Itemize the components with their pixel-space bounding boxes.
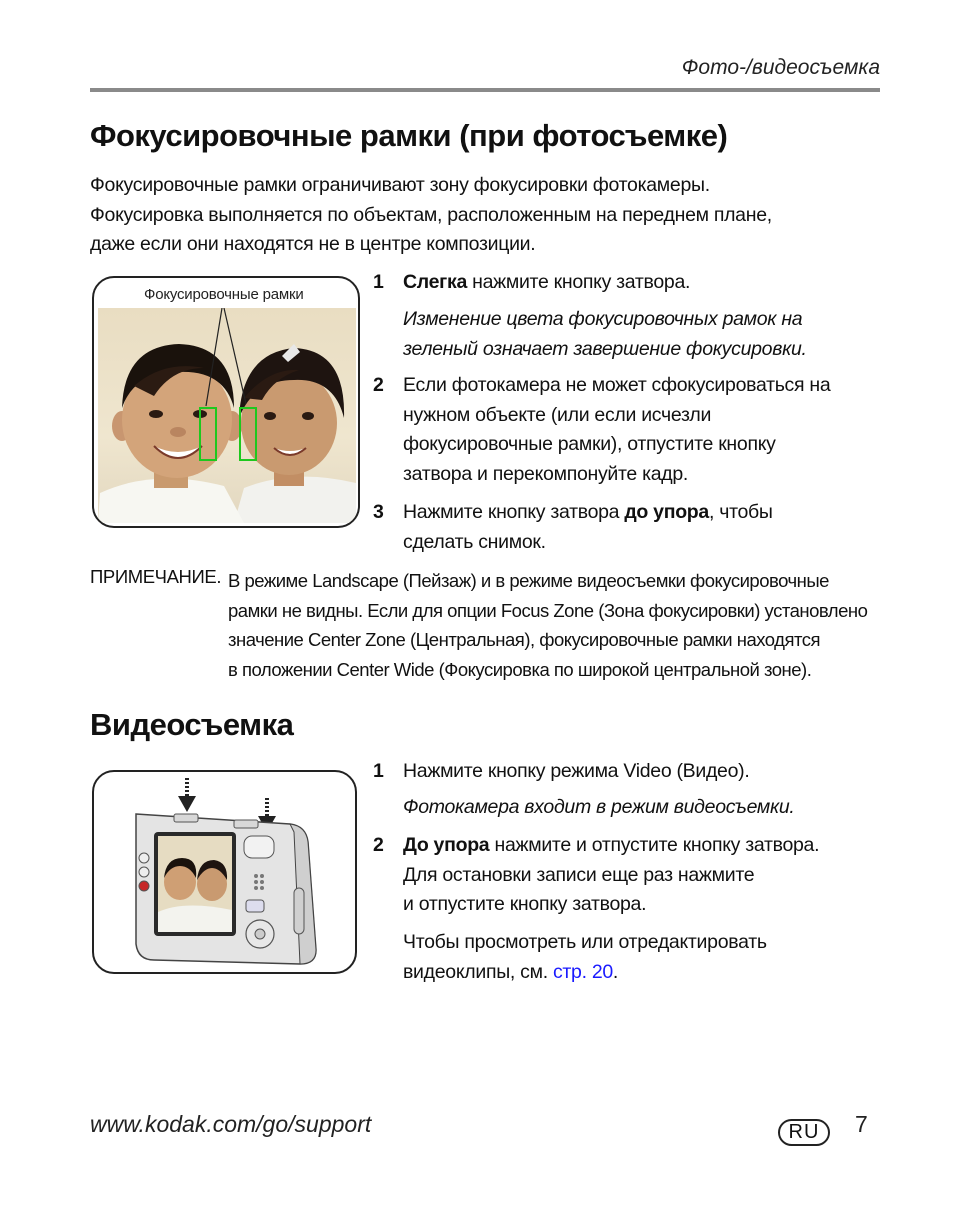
step-number: 3 bbox=[373, 501, 384, 523]
focus-intro bbox=[90, 171, 860, 260]
step-number: 1 bbox=[373, 271, 384, 293]
focus-step-2 bbox=[373, 371, 873, 489]
step-note-line: зеленый означает завершение фокусировки. bbox=[403, 337, 807, 360]
focus-step-3 bbox=[373, 498, 873, 557]
note-line: В режиме Landscape (Пейзаж) и в режиме видеосъемки фокусировочные bbox=[228, 570, 829, 591]
focus-step-1-note bbox=[403, 305, 873, 364]
step-text: нажмите и отпустите кнопку затвора. bbox=[489, 834, 820, 856]
step-text: , чтобы bbox=[708, 501, 773, 523]
step-emphasis: до упора bbox=[624, 501, 709, 523]
header-rule bbox=[90, 88, 880, 92]
step-emphasis: Слегка bbox=[403, 271, 467, 293]
footer-url: www.kodak.com/go/support bbox=[90, 1111, 372, 1137]
note-label: ПРИМЕЧАНИЕ. bbox=[90, 566, 222, 587]
step-text: . bbox=[612, 960, 619, 983]
step-line: затвора и перекомпонуйте кадр. bbox=[403, 462, 689, 485]
note-body bbox=[228, 566, 888, 684]
note-line: в положении Center Wide (Фокусировка по широкой центральной зоне). bbox=[228, 658, 812, 680]
video-title: Видеосъемка bbox=[90, 707, 294, 742]
note-line: рамки не видны. Если для опции Focus Zone (Зона фокусировки) установлено bbox=[228, 599, 868, 621]
video-step-1 bbox=[373, 757, 873, 787]
step-line: нужном объекте (или если исчезли bbox=[403, 403, 712, 426]
intro-line: Фокусировочные рамки ограничивают зону фокусировки фотокамеры. bbox=[90, 174, 710, 196]
section-label: Фото-/видеосъемка bbox=[681, 56, 880, 79]
intro-line: Фокусировка выполняется по объектам, расположенным на переднем плане, bbox=[90, 203, 772, 226]
step-line: Чтобы просмотреть или отредактировать bbox=[403, 931, 767, 953]
step-line: Если фотокамера не может сфокусироваться на bbox=[403, 374, 831, 396]
step-text: нажмите кнопку затвора. bbox=[466, 271, 691, 293]
step-line: Для остановки записи еще раз нажмите bbox=[403, 863, 755, 886]
camera-figure bbox=[92, 770, 357, 974]
focus-step-1 bbox=[373, 268, 873, 298]
step-text: Нажмите кнопку затвора bbox=[403, 501, 625, 523]
step-line: сделать снимок. bbox=[403, 530, 546, 553]
video-step-1-note: Фотокамера входит в режим видеосъемки. bbox=[403, 796, 795, 818]
step-note-line: Изменение цвета фокусировочных рамок на bbox=[403, 308, 803, 330]
page-link[interactable]: стр. 20 bbox=[552, 960, 613, 983]
step-text: Нажмите кнопку режима Video (Видео). bbox=[403, 760, 750, 782]
focus-frames-title: Фокусировочные рамки (при фотосъемке) bbox=[90, 118, 728, 153]
step-text: видеоклипы, см. bbox=[403, 960, 553, 983]
focus-frames-figure bbox=[92, 276, 360, 528]
video-step-2 bbox=[373, 831, 873, 920]
camera-illustration bbox=[94, 772, 354, 972]
step-number: 2 bbox=[373, 834, 384, 856]
intro-line: даже если они находятся не в центре композиции. bbox=[90, 233, 536, 255]
step-number: 1 bbox=[373, 760, 384, 782]
figure-caption: Фокусировочные рамки bbox=[144, 286, 304, 303]
press-arrow-icon bbox=[178, 778, 196, 812]
children-photo bbox=[94, 308, 358, 523]
page-number: 7 bbox=[855, 1111, 868, 1137]
step-line: и отпустите кнопку затвора. bbox=[403, 893, 647, 915]
note-line: значение Center Zone (Центральная), фокусировочные рамки находятся bbox=[228, 629, 820, 650]
step-line: фокусировочные рамки), отпустите кнопку bbox=[403, 433, 776, 455]
step-number: 2 bbox=[373, 374, 384, 396]
video-step-2-extra bbox=[403, 928, 873, 987]
language-badge: RU bbox=[778, 1119, 830, 1146]
step-emphasis: До упора bbox=[403, 834, 490, 856]
